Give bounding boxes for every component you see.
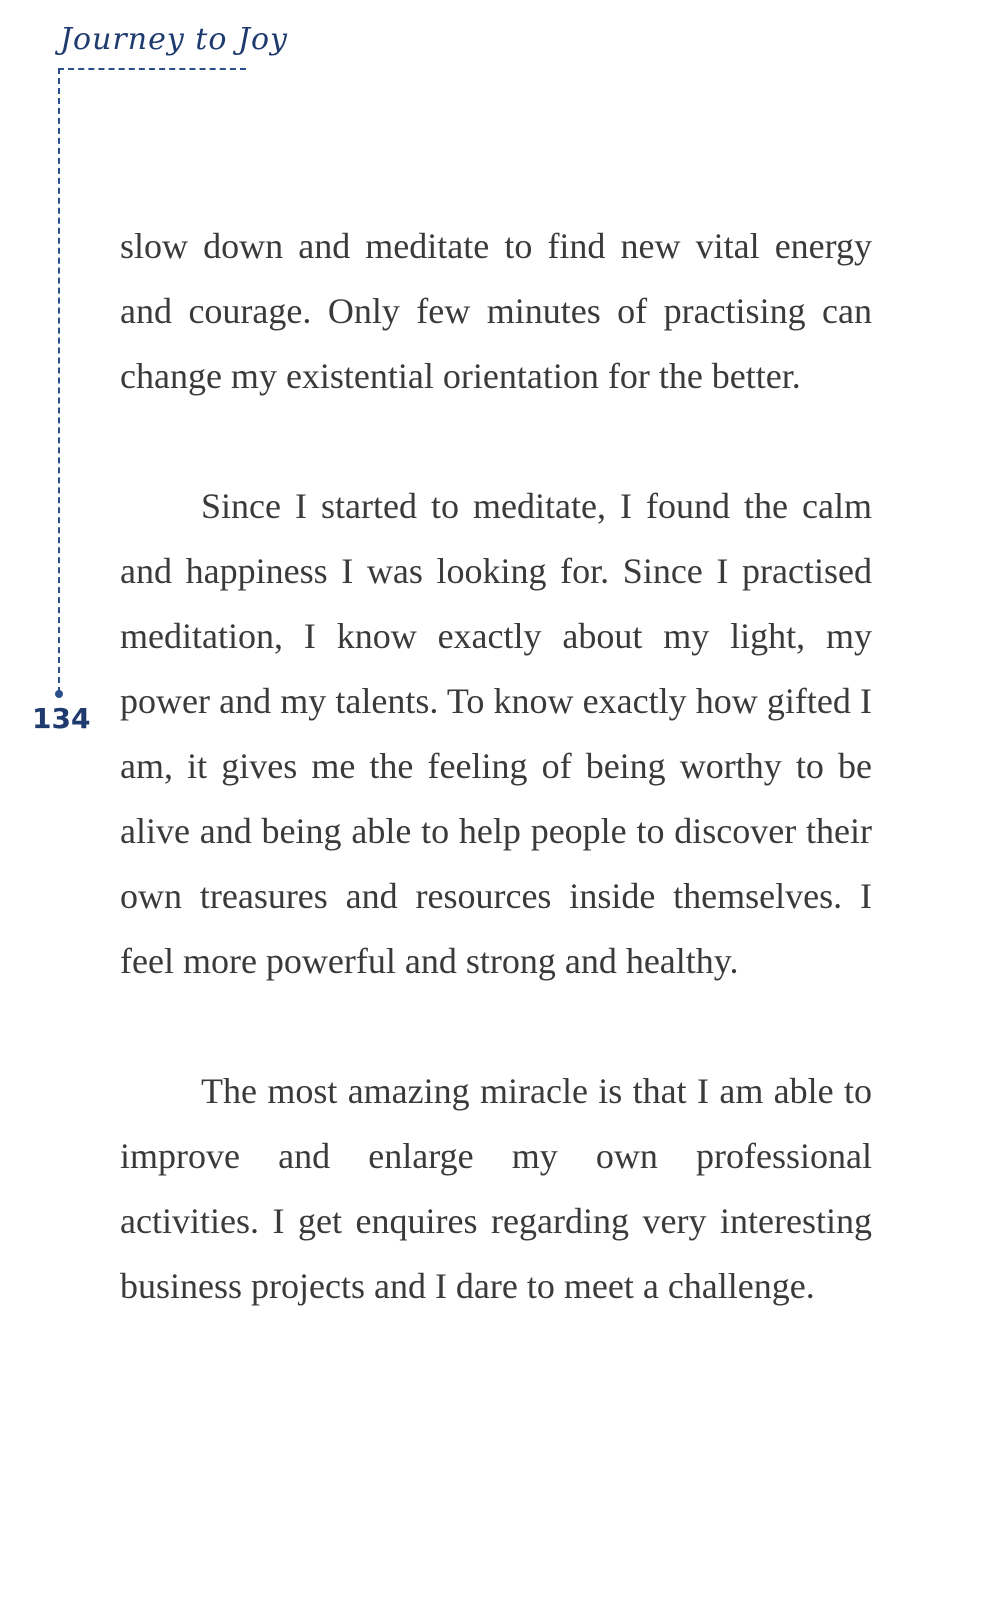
decorative-dashed-rule-horizontal (58, 68, 246, 70)
running-title: Journey to Joy (60, 22, 288, 57)
decorative-dashed-rule-vertical (58, 68, 60, 693)
paragraph-3: The most amazing miracle is that I am able to improve and enlarge my own professional activities. I get enquires regarding very interesting business projects and I dare to meet a challenge. (120, 1071, 872, 1306)
page-number: 134 (32, 702, 91, 735)
paragraph-2: Since I started to meditate, I found the calm and happiness I was looking for. Since I practised meditation, I know exactly about my light, my power and my talents. To know exactly how gifted I am, it gives me the feeling of being worthy to be alive and being able to help people to discover their own treasures and resources inside themselves. I feel more powerful and strong and healthy. (120, 486, 872, 981)
paragraph-1: slow down and meditate to find new vital energy and courage. Only few minutes of practising can change my existential orientation for the better. (120, 226, 872, 396)
body-text (120, 214, 872, 1319)
decorative-dot (55, 690, 63, 698)
